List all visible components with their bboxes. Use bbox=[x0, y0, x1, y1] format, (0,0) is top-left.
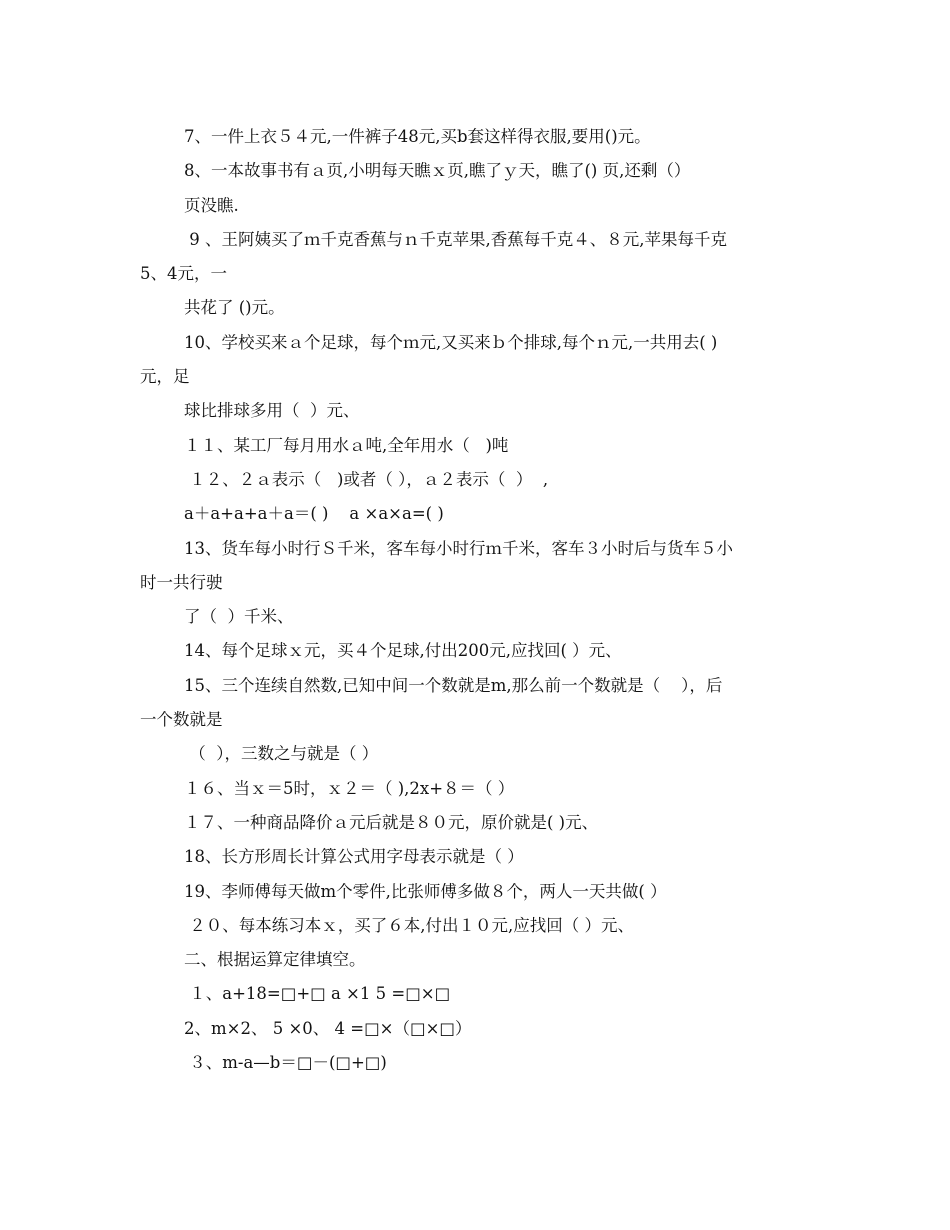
text-line: ３、m-a—b＝□－(□+□) bbox=[184, 1053, 387, 1073]
text-line: 了（ ）千米、 bbox=[184, 607, 294, 627]
text-line: 元，足 bbox=[140, 367, 190, 387]
text-line: 15、三个连续自然数,已知中间一个数就是m,那么前一个数就是（ ），后 bbox=[184, 675, 723, 695]
text-line: ２０、每本练习本ｘ，买了６本,付出１０元,应找回（ ）元、 bbox=[184, 915, 634, 935]
text-line: １、a+18=□+□ a ×1 5 =□×□ bbox=[184, 984, 451, 1004]
document-body bbox=[140, 120, 800, 1080]
text-line: １２、２ａ表示（ )或者（ ），ａ２表示（ ） , bbox=[184, 469, 549, 489]
text-line: 19、李师傅每天做m个零件,比张师傅多做８个，两人一天共做( ） bbox=[184, 881, 667, 901]
text-line: （ ），三数之与就是（ ） bbox=[184, 744, 379, 764]
text-line: 球比排球多用（ ）元、 bbox=[184, 401, 360, 421]
text-line: a＋a+a+a＋a＝( ) a ×a×a=( ) bbox=[184, 504, 444, 524]
text-line: 共花了 ()元。 bbox=[184, 298, 285, 318]
text-line: 13、货车每小时行Ｓ千米，客车每小时行ｍ千米，客车３小时后与货车５小 bbox=[184, 538, 733, 558]
text-line: １６、当ｘ＝5时，ｘ２＝（ ),2x+８＝（ ） bbox=[184, 778, 515, 798]
text-line: 5、4元，一 bbox=[140, 264, 227, 284]
text-line: 9 、王阿姨买了ｍ千克香蕉与ｎ千克苹果,香蕉每千克４、８元,苹果每千克 bbox=[184, 229, 727, 249]
text-line: 10、学校买来ａ个足球，每个ｍ元,又买来ｂ个排球,每个ｎ元,一共用去( ) bbox=[184, 332, 718, 352]
text-line: 7、一件上衣５４元,一件裤子48元,买b套这样得衣服,要用()元。 bbox=[184, 127, 651, 146]
text-line: 2、m×2、 5 ×0、 4 =□×（□×□） bbox=[184, 1018, 472, 1038]
text-line: 14、每个足球ｘ元，买４个足球,付出200元,应找回( ）元、 bbox=[184, 641, 622, 661]
text-line: 一个数就是 bbox=[140, 710, 223, 730]
text-line: 18、长方形周长计算公式用字母表示就是（ ） bbox=[184, 847, 524, 867]
text-line: 8、一本故事书有ａ页,小明每天瞧ｘ页,瞧了ｙ天，瞧了() 页,还剩（） bbox=[184, 161, 691, 181]
text-line: １１、某工厂每月用水ａ吨,全年用水（ )吨 bbox=[184, 435, 509, 455]
text-line: 时一共行驶 bbox=[140, 572, 223, 592]
text-line: １７、一种商品降价ａ元后就是８０元，原价就是( )元、 bbox=[184, 812, 599, 832]
text-line: 二、根据运算定律填空。 bbox=[184, 950, 366, 970]
text-line: 页没瞧. bbox=[184, 195, 239, 215]
